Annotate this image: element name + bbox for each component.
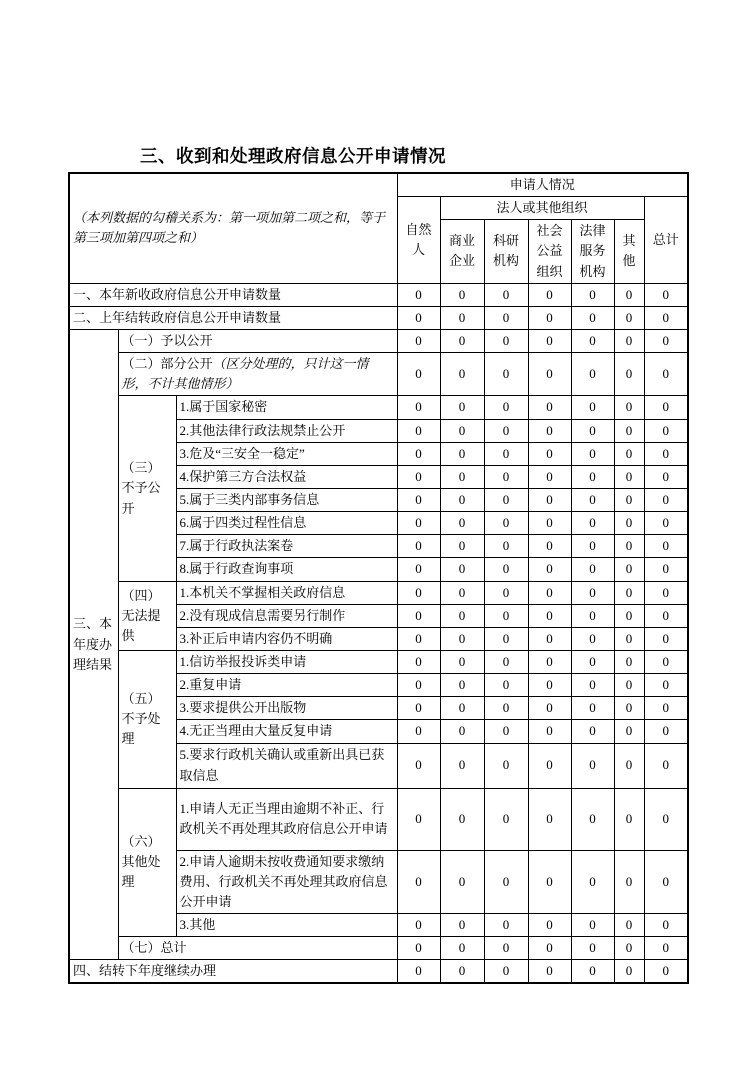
header-col-research: 科研机构 (484, 220, 528, 283)
value-cell: 0 (484, 488, 528, 511)
value-cell: 0 (440, 512, 484, 535)
value-cell: 0 (440, 442, 484, 465)
value-cell: 0 (528, 488, 571, 511)
value-cell: 0 (571, 674, 614, 697)
value-cell: 0 (644, 674, 688, 697)
header-col-commercial: 商业企业 (440, 220, 484, 283)
value-cell: 0 (614, 488, 644, 511)
row-label-subtotal: （七）总计 (118, 937, 397, 960)
value-cell: 0 (484, 788, 528, 850)
value-cell: 0 (397, 329, 440, 352)
value-cell: 0 (528, 788, 571, 850)
value-cell: 0 (484, 581, 528, 604)
value-cell: 0 (397, 396, 440, 419)
value-cell: 0 (484, 283, 528, 306)
row-label-partially-disclosed (118, 353, 397, 396)
value-cell: 0 (484, 512, 528, 535)
item-label: 1.申请人无正当理由逾期不补正、行政机关不再处理其政府信息公开申请 (176, 788, 397, 850)
value-cell: 0 (397, 913, 440, 936)
value-cell: 0 (440, 329, 484, 352)
item-label: 3.要求提供公开出版物 (176, 697, 397, 720)
value-cell: 0 (528, 535, 571, 558)
value-cell: 0 (440, 850, 484, 913)
value-cell: 0 (614, 720, 644, 743)
value-cell: 0 (397, 743, 440, 788)
value-cell: 0 (484, 697, 528, 720)
value-cell: 0 (528, 937, 571, 960)
value-cell: 0 (397, 353, 440, 396)
row-label-next-year: 四、结转下年度继续办理 (69, 960, 397, 984)
value-cell: 0 (644, 442, 688, 465)
value-cell: 0 (644, 396, 688, 419)
value-cell: 0 (571, 743, 614, 788)
value-cell: 0 (571, 488, 614, 511)
group-label-unable-to-provide: （四）无法提供 (118, 581, 176, 650)
group-label-not-processed: （五）不予处理 (118, 650, 176, 788)
value-cell: 0 (440, 720, 484, 743)
value-cell: 0 (440, 396, 484, 419)
value-cell: 0 (571, 306, 614, 329)
value-cell: 0 (528, 353, 571, 396)
value-cell: 0 (484, 720, 528, 743)
value-cell: 0 (397, 581, 440, 604)
value-cell: 0 (528, 465, 571, 488)
value-cell: 0 (644, 697, 688, 720)
value-cell: 0 (614, 581, 644, 604)
table-note: （本列数据的勾稽关系为：第一项加第二项之和，等于第三项加第四项之和） (69, 173, 397, 283)
value-cell: 0 (528, 720, 571, 743)
value-cell: 0 (614, 306, 644, 329)
value-cell: 0 (644, 743, 688, 788)
value-cell: 0 (644, 581, 688, 604)
value-cell: 0 (397, 558, 440, 581)
value-cell: 0 (571, 442, 614, 465)
value-cell: 0 (397, 720, 440, 743)
value-cell: 0 (528, 674, 571, 697)
value-cell: 0 (571, 720, 614, 743)
value-cell: 0 (528, 329, 571, 352)
value-cell: 0 (528, 697, 571, 720)
value-cell: 0 (440, 674, 484, 697)
value-cell: 0 (644, 353, 688, 396)
item-label: 2.申请人逾期未按收费通知要求缴纳费用、行政机关不再处理其政府信息公开申请 (176, 850, 397, 913)
row-label-note: （区分处理的，只计这一情形，不计其他情形） (121, 356, 369, 392)
value-cell: 0 (440, 488, 484, 511)
value-cell: 0 (397, 535, 440, 558)
value-cell: 0 (614, 697, 644, 720)
value-cell: 0 (644, 465, 688, 488)
value-cell: 0 (528, 650, 571, 673)
value-cell: 0 (440, 937, 484, 960)
value-cell: 0 (484, 913, 528, 936)
value-cell: 0 (397, 306, 440, 329)
value-cell: 0 (644, 720, 688, 743)
row-label-disclosed: （一）予以公开 (118, 329, 397, 352)
item-label: 4.保护第三方合法权益 (176, 465, 397, 488)
value-cell: 0 (614, 558, 644, 581)
value-cell: 0 (571, 850, 614, 913)
header-col-legal-service: 法律服务机构 (571, 220, 614, 283)
value-cell: 0 (528, 960, 571, 984)
item-label: 1.本机关不掌握相关政府信息 (176, 581, 397, 604)
header-col-other: 其他 (614, 220, 644, 283)
value-cell: 0 (397, 960, 440, 984)
value-cell: 0 (440, 465, 484, 488)
item-label: 3.补正后申请内容仍不明确 (176, 627, 397, 650)
value-cell: 0 (614, 512, 644, 535)
value-cell: 0 (440, 913, 484, 936)
value-cell: 0 (528, 442, 571, 465)
value-cell: 0 (440, 535, 484, 558)
value-cell: 0 (440, 650, 484, 673)
value-cell: 0 (484, 329, 528, 352)
item-label: 4.无正当理由大量反复申请 (176, 720, 397, 743)
item-label: 6.属于四类过程性信息 (176, 512, 397, 535)
value-cell: 0 (440, 604, 484, 627)
value-cell: 0 (644, 558, 688, 581)
value-cell: 0 (571, 581, 614, 604)
value-cell: 0 (571, 419, 614, 442)
group-label-not-disclosed: （三）不予公开 (118, 396, 176, 581)
value-cell: 0 (528, 850, 571, 913)
value-cell: 0 (440, 419, 484, 442)
value-cell: 0 (440, 353, 484, 396)
value-cell: 0 (614, 850, 644, 913)
value-cell: 0 (440, 283, 484, 306)
value-cell: 0 (614, 788, 644, 850)
value-cell: 0 (571, 788, 614, 850)
value-cell: 0 (571, 913, 614, 936)
value-cell: 0 (484, 442, 528, 465)
value-cell: 0 (644, 488, 688, 511)
value-cell: 0 (614, 604, 644, 627)
value-cell: 0 (440, 960, 484, 984)
value-cell: 0 (397, 788, 440, 850)
value-cell: 0 (440, 788, 484, 850)
value-cell: 0 (644, 419, 688, 442)
application-stats-table (68, 172, 689, 984)
value-cell: 0 (528, 627, 571, 650)
value-cell: 0 (484, 535, 528, 558)
item-label: 5.属于三类内部事务信息 (176, 488, 397, 511)
value-cell: 0 (644, 306, 688, 329)
value-cell: 0 (644, 937, 688, 960)
value-cell: 0 (614, 743, 644, 788)
value-cell: 0 (644, 283, 688, 306)
value-cell: 0 (440, 697, 484, 720)
value-cell: 0 (571, 353, 614, 396)
value-cell: 0 (571, 329, 614, 352)
value-cell: 0 (484, 604, 528, 627)
value-cell: 0 (528, 512, 571, 535)
group-label-other-handling: （六）其他处理 (118, 788, 176, 937)
value-cell: 0 (484, 650, 528, 673)
value-cell: 0 (571, 396, 614, 419)
value-cell: 0 (397, 850, 440, 913)
value-cell: 0 (571, 558, 614, 581)
value-cell: 0 (440, 306, 484, 329)
value-cell: 0 (397, 604, 440, 627)
value-cell: 0 (644, 788, 688, 850)
value-cell: 0 (440, 581, 484, 604)
value-cell: 0 (484, 850, 528, 913)
value-cell: 0 (397, 419, 440, 442)
row-label-carried-over: 二、上年结转政府信息公开申请数量 (69, 306, 397, 329)
value-cell: 0 (397, 627, 440, 650)
value-cell: 0 (614, 396, 644, 419)
value-cell: 0 (614, 650, 644, 673)
item-label: 8.属于行政查询事项 (176, 558, 397, 581)
value-cell: 0 (440, 743, 484, 788)
header-col-natural-person: 自然人 (397, 197, 440, 284)
value-cell: 0 (614, 419, 644, 442)
value-cell: 0 (614, 283, 644, 306)
value-cell: 0 (614, 353, 644, 396)
value-cell: 0 (644, 512, 688, 535)
value-cell: 0 (484, 465, 528, 488)
value-cell: 0 (644, 329, 688, 352)
value-cell: 0 (571, 937, 614, 960)
value-cell: 0 (484, 743, 528, 788)
value-cell: 0 (528, 743, 571, 788)
value-cell: 0 (528, 419, 571, 442)
value-cell: 0 (484, 627, 528, 650)
item-label: 2.重复申请 (176, 674, 397, 697)
value-cell: 0 (644, 627, 688, 650)
value-cell: 0 (397, 465, 440, 488)
value-cell: 0 (484, 306, 528, 329)
value-cell: 0 (528, 604, 571, 627)
header-legal-group: 法人或其他组织 (440, 197, 644, 220)
value-cell: 0 (614, 442, 644, 465)
value-cell: 0 (644, 913, 688, 936)
value-cell: 0 (571, 535, 614, 558)
value-cell: 0 (644, 535, 688, 558)
value-cell: 0 (614, 913, 644, 936)
item-label: 2.其他法律行政法规禁止公开 (176, 419, 397, 442)
value-cell: 0 (397, 674, 440, 697)
value-cell: 0 (528, 581, 571, 604)
value-cell: 0 (528, 558, 571, 581)
header-col-social: 社会公益组织 (528, 220, 571, 283)
value-cell: 0 (484, 674, 528, 697)
value-cell: 0 (644, 604, 688, 627)
page-title: 三、收到和处理政府信息公开申请情况 (140, 146, 446, 166)
value-cell: 0 (484, 558, 528, 581)
value-cell: 0 (397, 283, 440, 306)
value-cell: 0 (528, 396, 571, 419)
item-label: 3.其他 (176, 913, 397, 936)
value-cell: 0 (644, 960, 688, 984)
item-label: 7.属于行政执法案卷 (176, 535, 397, 558)
value-cell: 0 (571, 465, 614, 488)
value-cell: 0 (571, 627, 614, 650)
value-cell: 0 (614, 535, 644, 558)
value-cell: 0 (440, 558, 484, 581)
header-col-total: 总计 (644, 197, 688, 284)
value-cell: 0 (614, 627, 644, 650)
value-cell: 0 (571, 960, 614, 984)
value-cell: 0 (528, 306, 571, 329)
value-cell: 0 (614, 465, 644, 488)
value-cell: 0 (528, 283, 571, 306)
value-cell: 0 (614, 960, 644, 984)
item-label: 5.要求行政机关确认或重新出具已获取信息 (176, 743, 397, 788)
value-cell: 0 (484, 396, 528, 419)
section-label-annual-results: 三、本年度办理结果 (69, 329, 118, 959)
value-cell: 0 (397, 697, 440, 720)
item-label: 1.属于国家秘密 (176, 396, 397, 419)
row-label-main: （二）部分公开 (121, 356, 213, 372)
value-cell: 0 (484, 937, 528, 960)
value-cell: 0 (397, 650, 440, 673)
value-cell: 0 (397, 442, 440, 465)
value-cell: 0 (644, 650, 688, 673)
value-cell: 0 (571, 283, 614, 306)
value-cell: 0 (484, 960, 528, 984)
value-cell: 0 (571, 604, 614, 627)
header-applicant-group: 申请人情况 (397, 173, 688, 197)
item-label: 1.信访举报投诉类申请 (176, 650, 397, 673)
value-cell: 0 (397, 937, 440, 960)
value-cell: 0 (614, 937, 644, 960)
value-cell: 0 (614, 329, 644, 352)
item-label: 3.危及“三安全一稳定” (176, 442, 397, 465)
value-cell: 0 (571, 650, 614, 673)
value-cell: 0 (484, 353, 528, 396)
value-cell: 0 (397, 488, 440, 511)
value-cell: 0 (397, 512, 440, 535)
item-label: 2.没有现成信息需要另行制作 (176, 604, 397, 627)
value-cell: 0 (571, 512, 614, 535)
value-cell: 0 (528, 913, 571, 936)
value-cell: 0 (644, 850, 688, 913)
row-label-new-received: 一、本年新收政府信息公开申请数量 (69, 283, 397, 306)
value-cell: 0 (571, 697, 614, 720)
value-cell: 0 (440, 627, 484, 650)
value-cell: 0 (484, 419, 528, 442)
value-cell: 0 (614, 674, 644, 697)
